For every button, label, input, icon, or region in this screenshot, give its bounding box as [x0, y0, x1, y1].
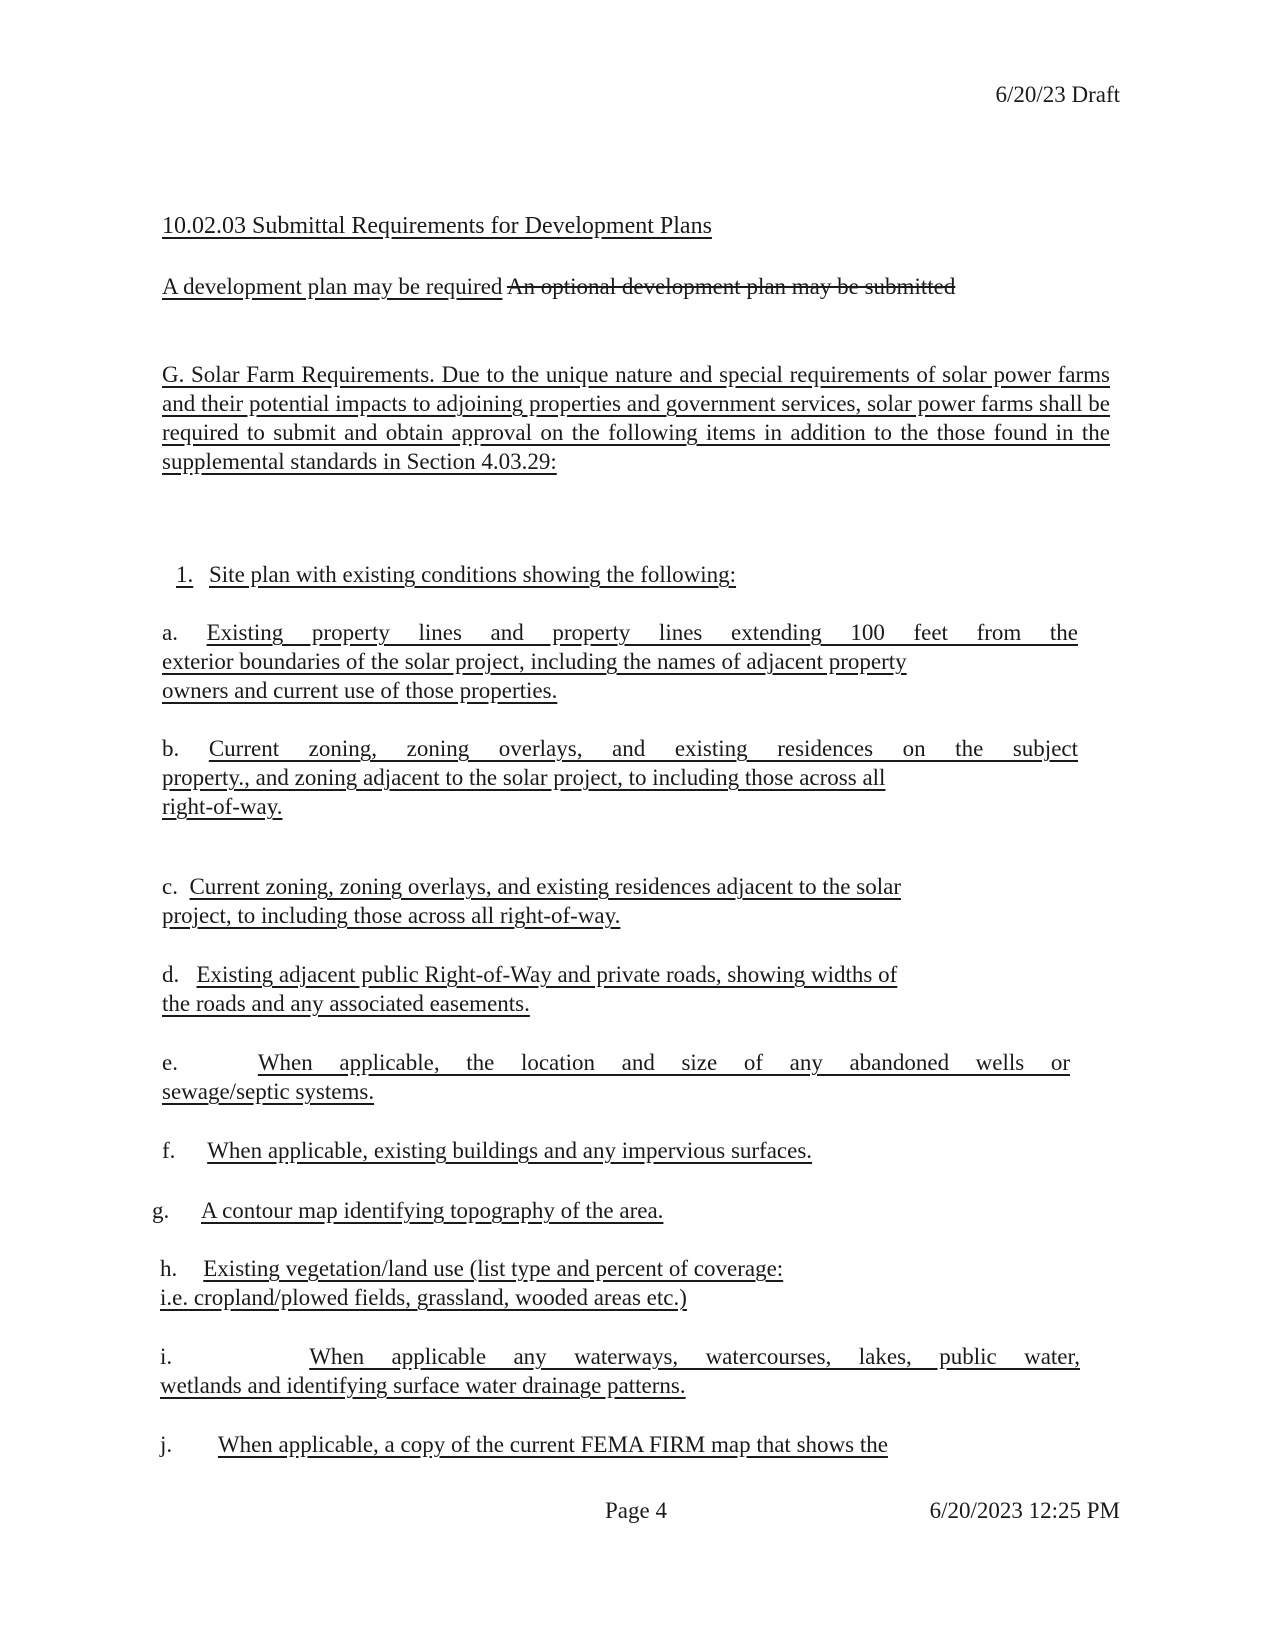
- list-item-line: Existing adjacent public Right-of-Way and private roads, showing widths of: [196, 962, 898, 987]
- list-item-line: When applicable any waterways, watercourses, lakes, public water,: [309, 1344, 1081, 1369]
- list-item-h: [160, 1254, 783, 1312]
- page-number: Page 4: [605, 1498, 667, 1523]
- list-item-line: project, to including those across all right-of-way.: [162, 903, 621, 928]
- list-item-marker: j.: [160, 1432, 173, 1457]
- site-plan-item-text: Site plan with existing conditions showing the following:: [209, 562, 737, 587]
- list-item-g: [152, 1196, 663, 1225]
- list-item-b: [162, 734, 1078, 821]
- list-item-line: When applicable, existing buildings and any impervious surfaces.: [207, 1138, 813, 1163]
- list-item-line: wetlands and identifying surface water drainage patterns.: [160, 1373, 686, 1398]
- list-item-marker: i.: [160, 1344, 173, 1369]
- section-title: 10.02.03 Submittal Requirements for Development Plans: [162, 213, 712, 239]
- list-item-d: [162, 960, 1078, 1018]
- footer-timestamp: 6/20/2023 12:25 PM: [929, 1498, 1120, 1523]
- list-item-marker: h.: [160, 1256, 178, 1281]
- site-plan-item: [176, 560, 736, 589]
- list-item-line: property., and zoning adjacent to the solar project, to including those across all: [162, 765, 886, 790]
- list-item-e: [162, 1048, 1070, 1106]
- list-item-line: Current zoning, zoning overlays, and existing residences on the subject: [208, 736, 1079, 761]
- deleted-text: An optional development plan may be submitted: [506, 274, 956, 299]
- draft-date-header: 6/20/23 Draft: [995, 82, 1120, 107]
- solar-farm-requirements-paragraph: G. Solar Farm Requirements. Due to the unique nature and special requirements of solar power farms and their potential impacts to adjoining properties and government services, solar power farms shall be required to submit and obtain approval on the following items in addition to the those found in the supplemental standards in Section 4.03.29:: [162, 362, 1110, 474]
- site-plan-item-number: 1.: [176, 562, 194, 587]
- intro-paragraph: [162, 272, 1110, 301]
- list-item-line: sewage/septic systems.: [162, 1079, 375, 1104]
- list-item-marker: g.: [152, 1198, 170, 1223]
- list-item-f: [162, 1136, 812, 1165]
- list-item-marker: a.: [162, 620, 178, 645]
- list-item-marker: d.: [162, 962, 180, 987]
- list-item-line: Existing property lines and property lines extending 100 feet from the: [206, 620, 1079, 645]
- list-item-line: Existing vegetation/land use (list type and percent of coverage:: [203, 1256, 784, 1281]
- list-item-line: A contour map identifying topography of the area.: [201, 1198, 664, 1223]
- list-item-i: [160, 1342, 1080, 1400]
- list-item-line: the roads and any associated easements.: [162, 991, 530, 1016]
- inserted-text: A development plan may be required: [162, 274, 503, 299]
- list-item-marker: c.: [162, 874, 178, 899]
- list-item-marker: f.: [162, 1138, 176, 1163]
- list-item-line: owners and current use of those properties.: [162, 678, 558, 703]
- list-item-line: When applicable, the location and size of any abandoned wells or: [257, 1050, 1071, 1075]
- list-item-marker: e.: [162, 1050, 178, 1075]
- list-item-line: right-of-way.: [162, 794, 283, 819]
- list-item-marker: b.: [162, 736, 180, 761]
- list-item-line: When applicable, a copy of the current FEMA FIRM map that shows the: [217, 1432, 888, 1457]
- list-item-j: [160, 1430, 888, 1459]
- list-item-c: [162, 872, 1078, 930]
- list-item-line: i.e. cropland/plowed fields, grassland, wooded areas etc.): [160, 1285, 687, 1310]
- list-item-line: Current zoning, zoning overlays, and existing residences adjacent to the solar: [189, 874, 901, 899]
- list-item-line: exterior boundaries of the solar project, including the names of adjacent property: [162, 649, 907, 674]
- list-item-a: [162, 618, 1078, 705]
